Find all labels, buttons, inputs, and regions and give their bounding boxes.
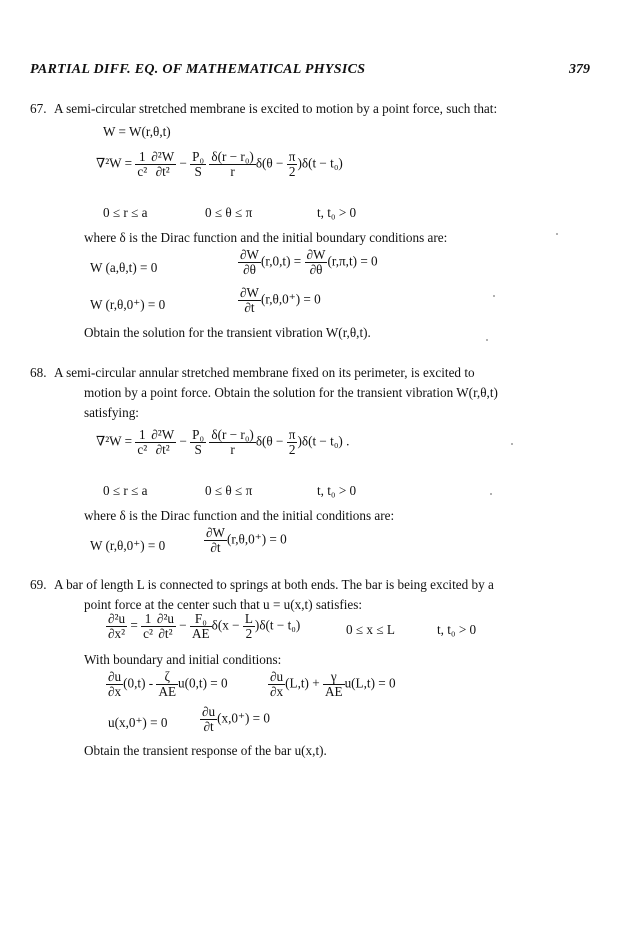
problem-67-where: where δ is the Dirac function and the initial boundary conditions are: — [84, 230, 448, 245]
problem-69-pde: $\frac{\text{∂²u}}{\text{∂x²}}$ = $\frac{1}{\text{c²}}$ $\frac{\text{∂²u}}{\text{∂t²}}$ − $\frac{\text{F₀}}{AE}$ δ(x − $\frac{L}{2}$ )δ(t − t₀) — [108, 611, 301, 641]
problem-68-line2: motion by a point force. Obtain the solution for the transient vibration W(r,θ,t) — [84, 385, 498, 400]
problem-69-number: 69. — [30, 577, 47, 592]
pde-fraction-delta-r: $\frac{\text{δ(r − r₀)}}{r}$ — [211, 149, 254, 179]
pde-delta-theta: δ(θ − — [255, 155, 284, 171]
problem-68-where: where δ is the Dirac function and the initial conditions are: — [84, 508, 395, 523]
pde-delta-t: )δ(t − t₀) — [297, 155, 343, 171]
page-number: 379 — [569, 62, 590, 77]
problem-67-number: 67. — [30, 101, 47, 116]
scan-speck — [486, 339, 488, 341]
pde-fraction-pi-over-2: $\frac{\pi}{2}$ — [288, 149, 296, 179]
problem-67-domain-theta: 0 ≤ θ ≤ π — [205, 205, 253, 220]
pde-fraction-1-over-c2: $\frac{1}{\text{c²}}$ — [137, 149, 148, 179]
bc3-fraction: $\frac{\partial W}{\partial\theta}$ — [306, 247, 326, 277]
pde-fraction-delta-r: $\frac{\text{δ(r − r₀)}}{r}$ — [211, 427, 254, 457]
problem-67-pde — [96, 150, 343, 179]
scan-speck — [493, 295, 495, 297]
ic2-fraction: $\frac{\partial W}{\partial t}$ — [240, 285, 259, 315]
problem-69-with: With boundary and initial conditions: — [84, 652, 282, 667]
problem-67-statement: A semi-circular stretched membrane is excited to motion by a point force, such that: — [54, 101, 498, 116]
problem-69-ic1: u(x,0⁺) = 0 — [108, 715, 168, 730]
problem-69-ic2: $\frac{\partial u}{\partial t}$ (x,0⁺) = 0 — [202, 704, 270, 734]
problem-67-ic2: $\frac{\partial W}{\partial t}$ (r,θ,0⁺) = 0 — [240, 285, 321, 315]
scan-speck — [490, 493, 492, 495]
problem-68-pde: ∇²W = $\frac{1}{\text{c²}}$ $\frac{\text{∂²W}}{\text{∂t²}}$ − $\frac{\text{P₀}}{S}$ $\frac{\text{δ(r − r₀)}}{r}$ δ(θ − $\frac{\pi}{2}$ )δ(t − t₀) . — [96, 427, 350, 457]
scan-speck — [556, 233, 558, 235]
problem-68-number: 68. — [30, 365, 47, 380]
problem-68-ic2: $\frac{\partial W}{\partial t}$ (r,θ,0⁺) = 0 — [206, 525, 287, 555]
problem-69-obtain: Obtain the transient response of the bar u(x,t). — [84, 743, 327, 758]
problem-69-domain-t: t, t₀ > 0 — [437, 622, 477, 637]
problem-68-domain-t: t, t₀ > 0 — [317, 483, 357, 498]
pde-fraction-p0-over-s: $\frac{\text{P₀}}{S}$ — [192, 149, 205, 179]
problem-69-domain-x: 0 ≤ x ≤ L — [346, 622, 395, 637]
problem-69-bc2: $\frac{\partial u}{\partial x}$ (L,t) + $\frac{\gamma}{AE}$ u(L,t) = 0 — [270, 669, 396, 699]
pde-fraction-d2w-dt2: $\frac{\text{∂²W}}{\text{∂t²}}$ — [151, 427, 175, 457]
problem-69-line2: point force at the center such that u = u(x,t) satisfies: — [84, 597, 363, 612]
pde-fraction-pi-over-2: $\frac{\pi}{2}$ — [288, 427, 296, 457]
problem-69-bc1: $\frac{\partial u}{\partial x}$ (0,t) - $\frac{\zeta}{AE}$ u(0,t) = 0 — [108, 669, 228, 699]
problem-68-ic1: W (r,θ,0⁺) = 0 — [90, 538, 166, 553]
problem-67-w-definition: W = W(r,θ,t) — [103, 124, 171, 139]
pde-lhs: ∇²W = — [96, 155, 133, 171]
problem-68-line1: A semi-circular annular stretched membrane fixed on its perimeter, is excited to — [54, 365, 475, 380]
running-header — [30, 62, 590, 82]
ic2-fraction: $\frac{\partial W}{\partial t}$ — [206, 525, 225, 555]
scan-speck — [511, 443, 513, 445]
problem-67-bc2: $\frac{\partial W}{\partial\theta}$ (r,0,t) = $\frac{\partial W}{\partial\theta}$ (r,π,t) = 0 — [240, 247, 378, 277]
problem-69-line1: A bar of length L is connected to springs at both ends. The bar is being excited by a — [54, 577, 494, 592]
bc2-fraction: $\frac{\partial W}{\partial\theta}$ — [240, 247, 259, 277]
problem-67-domain-r: 0 ≤ r ≤ a — [103, 205, 148, 220]
problem-67-ic1: W (r,θ,0⁺) = 0 — [90, 297, 166, 312]
header-title: PARTIAL DIFF. EQ. OF MATHEMATICAL PHYSICS — [30, 62, 366, 77]
pde-fraction-d2w-dt2: $\frac{\text{∂²W}}{\text{∂t²}}$ — [151, 149, 175, 179]
problem-67-domain-t: t, t₀ > 0 — [317, 205, 357, 220]
problem-67-obtain: Obtain the solution for the transient vibration W(r,θ,t). — [84, 325, 371, 340]
problem-67-bc1: W (a,θ,t) = 0 — [90, 260, 158, 275]
pde-minus: − — [179, 155, 187, 171]
problem-68-line3: satisfying: — [84, 405, 139, 420]
pde-fraction-1-over-c2: $\frac{1}{\text{c²}}$ — [137, 427, 148, 457]
problem-68-domain-r: 0 ≤ r ≤ a — [103, 483, 148, 498]
pde-fraction-p0-over-s: $\frac{\text{P₀}}{S}$ — [192, 427, 205, 457]
problem-68-domain-theta: 0 ≤ θ ≤ π — [205, 483, 253, 498]
